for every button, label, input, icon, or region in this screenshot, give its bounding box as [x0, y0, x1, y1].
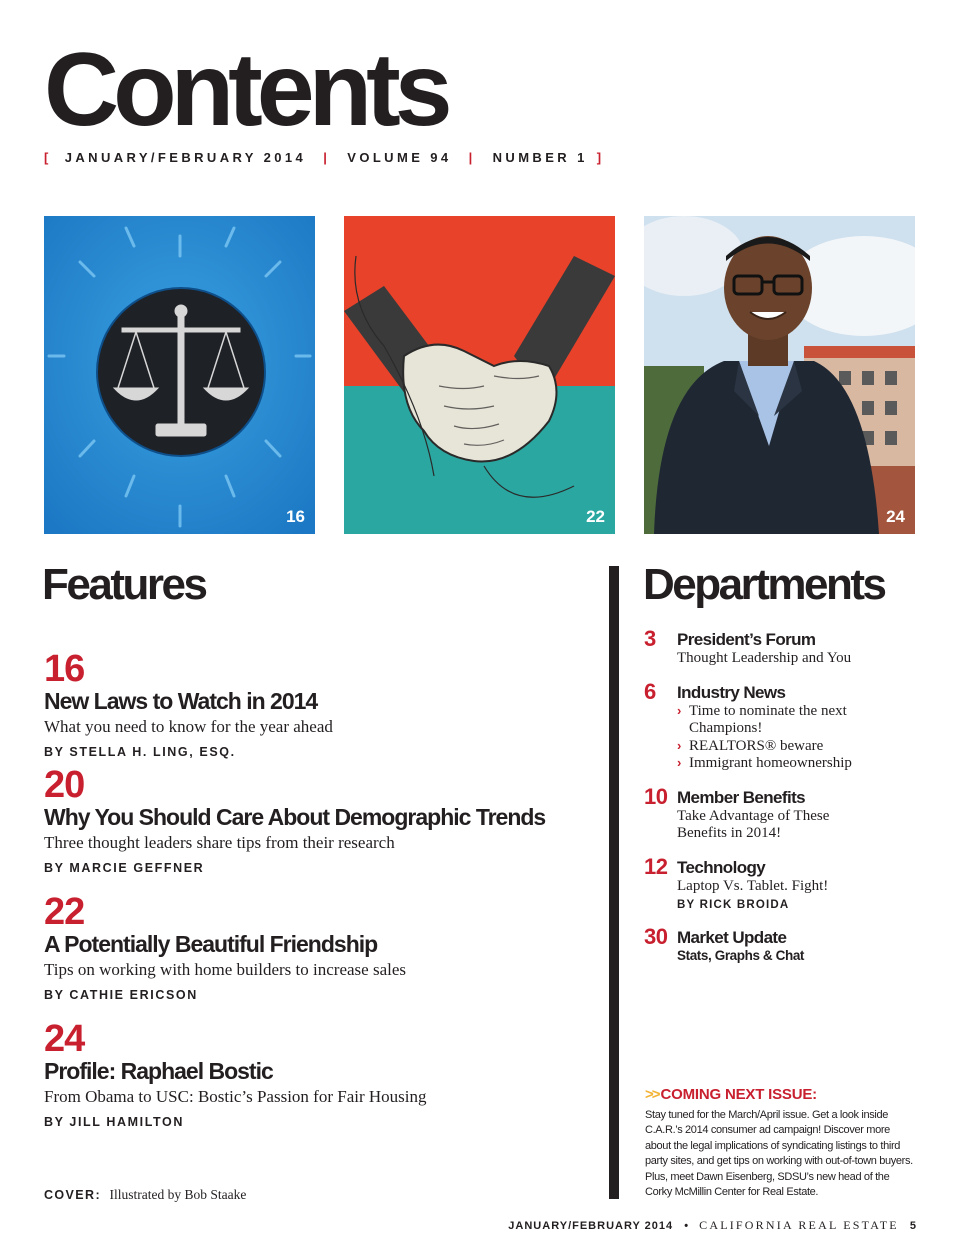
feature-item[interactable]	[44, 893, 604, 1002]
column-divider	[609, 566, 619, 1199]
features-heading: Features	[42, 560, 206, 609]
department-bullet: › REALTORS® beware	[677, 737, 824, 754]
footer-dot: •	[684, 1220, 689, 1232]
feature-byline: BY MARCIE GEFFNER	[44, 860, 205, 875]
feature-page-number: 16	[44, 648, 85, 690]
department-bullet: › Time to nominate the next Champions!	[677, 703, 847, 737]
feature-item[interactable]	[44, 766, 604, 875]
feature-page-number: 20	[44, 764, 85, 806]
photo-page-number: 16	[286, 507, 305, 526]
page-title: Contents	[44, 32, 447, 148]
department-byline: BY RICK BROIDA	[677, 899, 790, 912]
coming-next-body: Stay tuned for the March/April issue. Get a look inside C.A.R.’s 2014 consumer ad campaign! Discover more about the legal implications of syndicating listings to third party sites, and get tips on working with out-of-town buyers. Plus, meet Dawn Eisenberg, SDSU’s new head of the Corky McMillin Center for Real Estate.	[645, 1109, 913, 1198]
feature-description: What you need to know for the year ahead	[44, 717, 333, 737]
feature-byline: BY CATHIE ERICSON	[44, 987, 198, 1002]
feature-byline: BY JILL HAMILTON	[44, 1114, 184, 1129]
handshake-illustration	[344, 216, 615, 534]
separator: |	[323, 150, 331, 165]
departments-heading: Departments	[643, 560, 885, 609]
footer-magazine-name: CALIFORNIA REAL ESTATE	[699, 1218, 899, 1232]
department-title[interactable]: Market Update	[677, 928, 787, 947]
scales-illustration	[44, 216, 315, 534]
feature-page-number: 22	[44, 891, 85, 933]
issue-info	[44, 150, 604, 165]
department-title[interactable]: Industry News	[677, 683, 786, 702]
double-chevron-icon: >>	[645, 1086, 659, 1103]
bracket-open: [	[44, 150, 52, 165]
photo-portrait[interactable]	[644, 216, 915, 534]
department-page-number: 10	[644, 784, 668, 809]
feature-byline: BY STELLA H. LING, ESQ.	[44, 744, 236, 759]
cover-label: COVER:	[44, 1188, 102, 1202]
page-footer	[508, 1218, 916, 1233]
photo-handshake[interactable]	[344, 216, 615, 534]
feature-description: Three thought leaders share tips from their research	[44, 833, 395, 853]
chevron-right-icon: ›	[677, 755, 682, 771]
issue-date: JANUARY/FEBRUARY 2014	[64, 150, 307, 165]
department-description: Take Advantage of These Benefits in 2014!	[677, 808, 830, 842]
feature-title[interactable]: Why You Should Care About Demographic Trends	[44, 804, 546, 830]
department-page-number: 12	[644, 854, 668, 879]
chevron-right-icon: ›	[677, 737, 682, 753]
cover-credit	[44, 1186, 246, 1204]
department-item[interactable]	[644, 924, 944, 964]
department-page-number: 6	[644, 679, 656, 704]
portrait-photo	[644, 216, 915, 534]
coming-next-heading: >> COMING NEXT ISSUE:	[645, 1086, 817, 1103]
feature-title[interactable]: New Laws to Watch in 2014	[44, 688, 318, 714]
feature-title[interactable]: A Potentially Beautiful Friendship	[44, 931, 378, 957]
footer-date: JANUARY/FEBRUARY 2014	[508, 1220, 674, 1232]
department-page-number: 30	[644, 924, 668, 949]
feature-page-number: 24	[44, 1018, 85, 1060]
department-bullet: › Immigrant homeownership	[677, 755, 852, 772]
coming-next-issue-box	[645, 1086, 917, 1200]
department-item[interactable]	[644, 679, 944, 773]
issue-volume: VOLUME 94	[347, 150, 452, 165]
department-title[interactable]: Technology	[677, 858, 766, 877]
chevron-right-icon: ›	[677, 703, 682, 718]
department-page-number: 3	[644, 626, 656, 651]
photo-page-number: 24	[886, 507, 905, 526]
separator: |	[468, 150, 476, 165]
feature-description: Tips on working with home builders to increase sales	[44, 960, 406, 980]
photo-scales-of-justice[interactable]	[44, 216, 315, 534]
department-title[interactable]: President’s Forum	[677, 630, 816, 649]
feature-description: From Obama to USC: Bostic’s Passion for Fair Housing	[44, 1087, 427, 1107]
issue-number: NUMBER 1	[492, 150, 588, 165]
bracket-close: ]	[596, 150, 605, 165]
department-description: Stats, Graphs & Chat	[677, 948, 805, 963]
feature-item[interactable]	[44, 1020, 604, 1129]
feature-title[interactable]: Profile: Raphael Bostic	[44, 1058, 273, 1084]
department-item[interactable]	[644, 626, 944, 667]
department-item[interactable]	[644, 784, 944, 843]
footer-page-number: 5	[909, 1220, 916, 1232]
department-description: Thought Leadership and You	[677, 650, 852, 666]
photo-page-number: 22	[586, 507, 605, 526]
cover-credit-text: Illustrated by Bob Staake	[109, 1187, 247, 1202]
feature-item[interactable]	[44, 650, 604, 759]
department-title[interactable]: Member Benefits	[677, 788, 805, 807]
department-description: Laptop Vs. Tablet. Fight!	[677, 878, 829, 894]
department-item[interactable]	[644, 854, 944, 912]
